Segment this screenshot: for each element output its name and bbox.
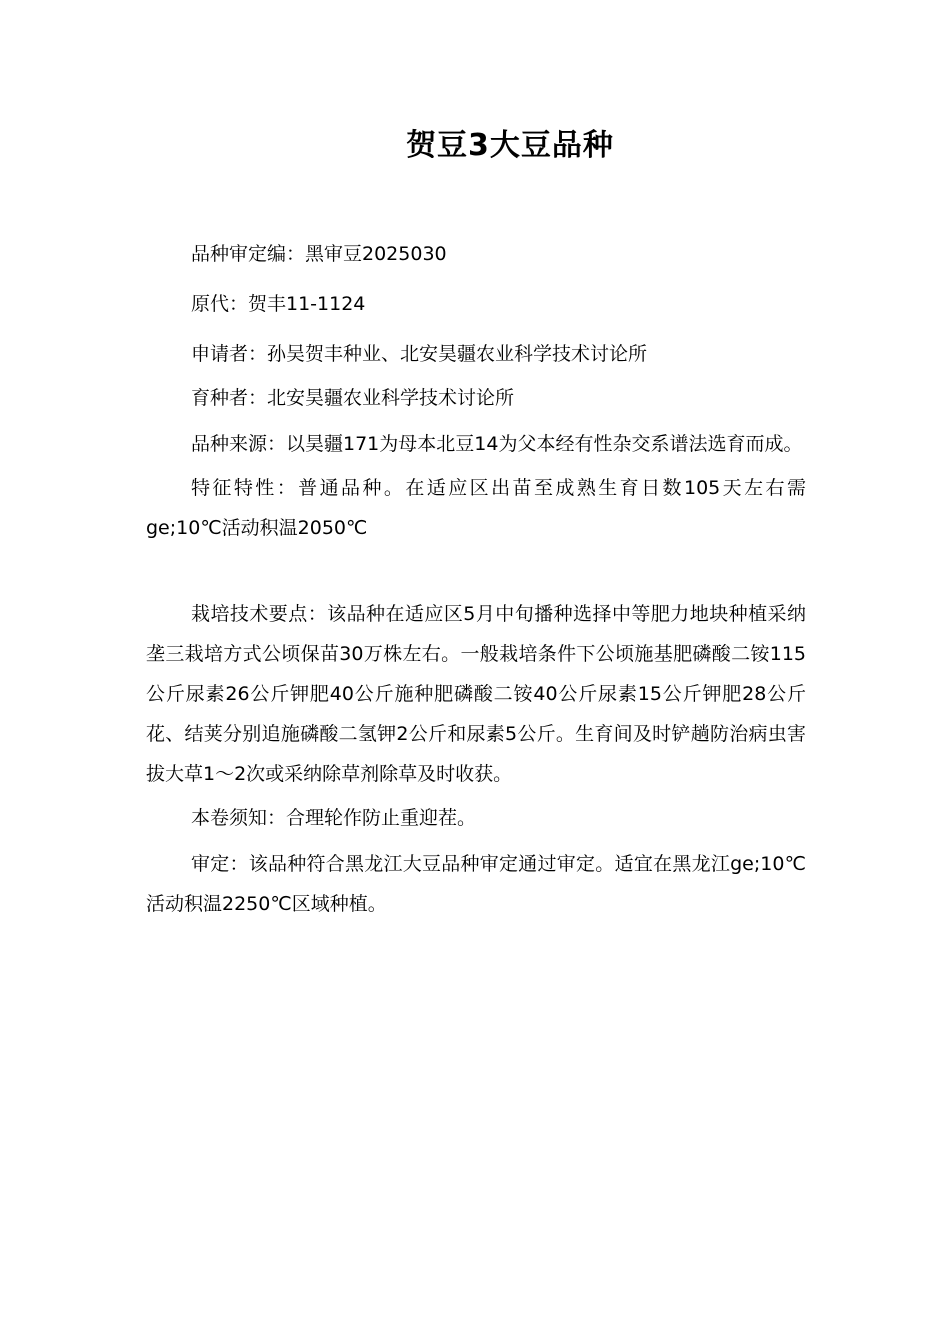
paragraph-original-code: 原代：贺丰11-1124 bbox=[191, 293, 366, 315]
document-body bbox=[146, 234, 806, 924]
paragraph-gap bbox=[146, 548, 806, 594]
paragraph-characteristics: 特征特性：普通品种。在适应区出苗至成熟生育日数105天左右需ge;10℃活动积温2050℃ bbox=[146, 477, 806, 539]
paragraph-approval: 审定：该品种符合黑龙江大豆品种审定通过审定。适宜在黑龙江ge;10℃活动积温2250℃区域种植。 bbox=[146, 853, 806, 915]
paragraph-breeder: 育种者：北安昊疆农业科学技术讨论所 bbox=[191, 387, 515, 409]
paragraph-applicant: 申请者：孙吴贺丰种业、北安昊疆农业科学技术讨论所 bbox=[191, 343, 648, 365]
paragraph-notes: 本卷须知：合理轮作防止重迎茬。 bbox=[191, 807, 477, 829]
paragraph-variety-source: 品种来源：以昊疆171为母本北豆14为父本经有性杂交系谱法选育而成。 bbox=[191, 433, 803, 455]
document-title: 贺豆3大豆品种 bbox=[406, 128, 614, 163]
paragraph-cultivation: 栽培技术要点：该品种在适应区5月中旬播种选择中等肥力地块种植采纳垄三栽培方式公顷保苗30万株左右。一般栽培条件下公顷施基肥磷酸二铵115公斤尿素26公斤钾肥40公斤施种肥磷酸二铵40公斤尿素15公斤钾肥28公斤花、结荚分别追施磷酸二氢钾2公斤和尿素5公斤。生育间及时铲趟防治病虫害拔大草1～2次或采纳除草剂除草及时收获。 bbox=[146, 603, 806, 785]
paragraph-approval-number: 品种审定编：黑审豆2025030 bbox=[191, 243, 447, 265]
